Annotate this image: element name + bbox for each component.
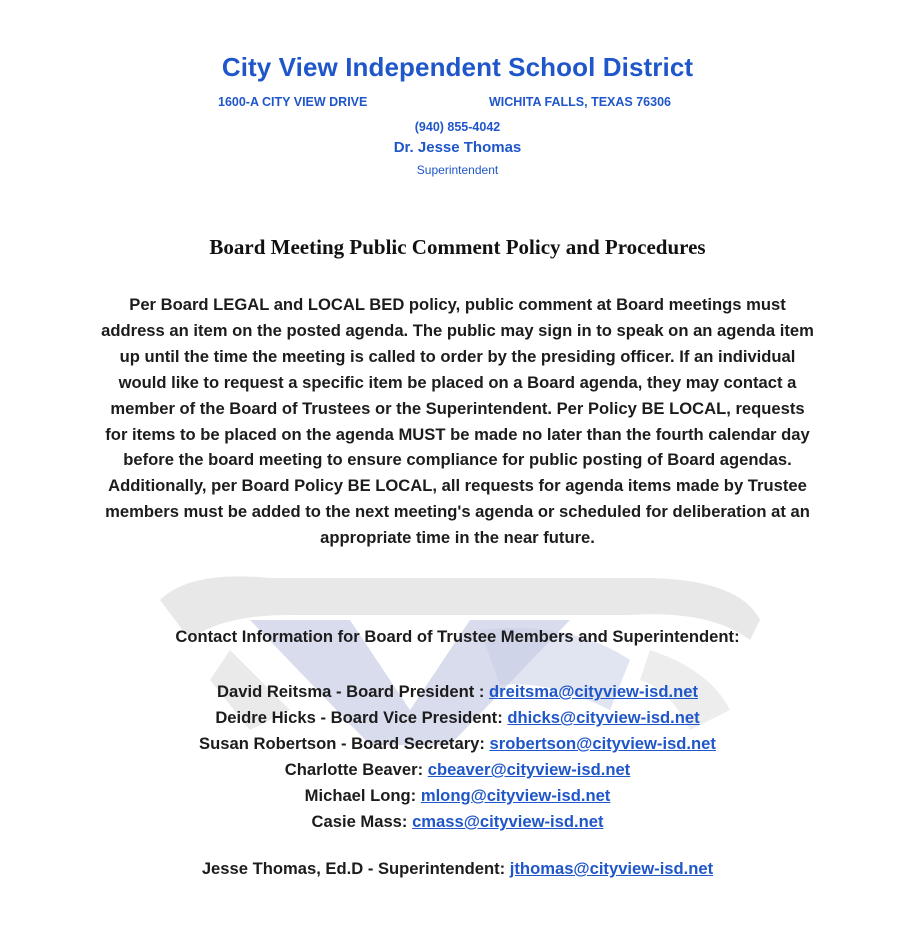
- trustee-contact-line: [0, 705, 915, 731]
- trustee-contact-line: [0, 731, 915, 757]
- trustee-label: David Reitsma - Board President :: [217, 682, 490, 701]
- trustee-contact-line: [0, 809, 915, 835]
- superintendent-email-link[interactable]: jthomas@cityview-isd.net: [509, 859, 714, 878]
- trustee-label: Casie Mass:: [311, 812, 413, 831]
- trustee-email-link[interactable]: srobertson@cityview-isd.net: [489, 734, 716, 753]
- trustee-label: Susan Robertson - Board Secretary:: [199, 734, 490, 753]
- trustee-email-link[interactable]: dhicks@cityview-isd.net: [507, 708, 700, 727]
- trustee-email-link[interactable]: dreitsma@cityview-isd.net: [489, 682, 698, 701]
- address-street: 1600-A CITY VIEW DRIVE: [218, 95, 368, 109]
- trustee-label: Michael Long:: [304, 786, 421, 805]
- trustee-email-link[interactable]: cbeaver@cityview-isd.net: [427, 760, 631, 779]
- policy-paragraph: Per Board LEGAL and LOCAL BED policy, public comment at Board meetings must address an item on the posted agenda. The public may sign in to speak on an agenda item up until the time the meeting is called to order by the presiding officer. If an individual would like to request a specific item be placed on a Board agenda, they may contact a member of the Board of Trustees or the Superintendent. Per Policy BE LOCAL, requests for items to be placed on the agenda MUST be made no later than the fourth calendar day before the board meeting to ensure compliance for public posting of Board agendas. Additionally, per Board Policy BE LOCAL, all requests for agenda items made by Trustee members must be added to the next meeting's agenda or scheduled for deliberation at an appropriate time in the near future.: [101, 295, 814, 548]
- district-phone: (940) 855-4042: [414, 120, 501, 134]
- trustee-contact-line: [0, 783, 915, 809]
- trustee-label: Deidre Hicks - Board Vice President:: [215, 708, 508, 727]
- superintendent-title: Superintendent: [416, 163, 499, 177]
- trustee-contact-list: [0, 679, 915, 835]
- trustee-label: Charlotte Beaver:: [284, 760, 428, 779]
- trustee-contact-line: [0, 757, 915, 783]
- superintendent-contact-label: Jesse Thomas, Ed.D - Superintendent:: [201, 859, 510, 878]
- trustee-email-link[interactable]: mlong@cityview-isd.net: [420, 786, 611, 805]
- document-title: Board Meeting Public Comment Policy and Procedures: [209, 235, 706, 259]
- superintendent-name: Dr. Jesse Thomas: [393, 139, 522, 156]
- district-name: City View Independent School District: [221, 52, 694, 82]
- address-city: WICHITA FALLS, TEXAS 76306: [489, 95, 671, 109]
- trustee-contact-line: [0, 679, 915, 705]
- contact-heading: Contact Information for Board of Trustee Members and Superintendent:: [175, 627, 740, 646]
- trustee-email-link[interactable]: cmass@cityview-isd.net: [412, 812, 604, 831]
- superintendent-contact-line: [0, 859, 915, 879]
